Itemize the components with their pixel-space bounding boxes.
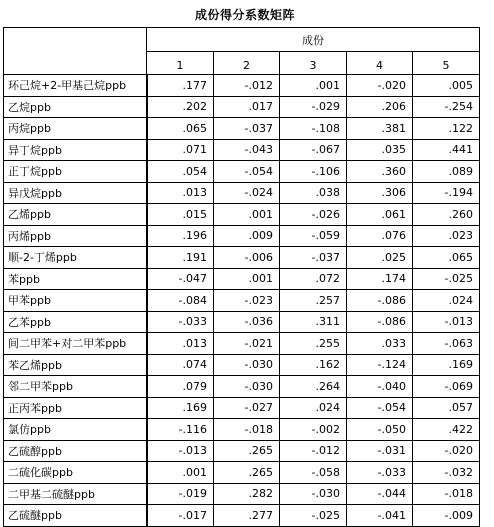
component-score-coefficient-matrix [3,27,480,527]
table-cell: .191 [147,247,214,269]
table-row [4,311,480,333]
table-cell: -.040 [347,376,413,398]
table-row [4,225,480,247]
row-label: 乙烷ppb [4,96,147,118]
table-cell: .076 [347,225,413,247]
table-cell: .024 [413,290,480,312]
header-corner-cell [4,28,147,75]
table-row [4,182,480,204]
table-cell: -.020 [413,440,480,462]
table-cell: .265 [214,440,280,462]
table-cell: .001 [280,75,347,97]
table-cell: -.030 [214,354,280,376]
table-cell: -.019 [147,483,214,505]
table-cell: .065 [147,118,214,140]
table-cell: .072 [280,268,347,290]
table-row [4,118,480,140]
table-cell: -.020 [347,75,413,97]
table-cell: .169 [147,397,214,419]
row-label: 顺-2-丁烯ppb [4,247,147,269]
table-row [4,462,480,484]
table-cell: -.059 [280,225,347,247]
table-cell: .013 [147,333,214,355]
table-cell: -.031 [347,440,413,462]
table-row [4,440,480,462]
table-cell: -.006 [214,247,280,269]
row-label: 丙烯ppb [4,225,147,247]
table-cell: -.044 [347,483,413,505]
table-row [4,139,480,161]
table-cell: -.012 [280,440,347,462]
table-cell: -.086 [347,290,413,312]
table-cell: -.033 [147,311,214,333]
table-cell: .001 [214,268,280,290]
table-cell: -.032 [413,462,480,484]
row-label: 苯乙烯ppb [4,354,147,376]
table-cell: -.050 [347,419,413,441]
table-cell: -.254 [413,96,480,118]
table-cell: -.023 [214,290,280,312]
table-cell: .260 [413,204,480,226]
table-cell: -.012 [214,75,280,97]
table-cell: .023 [413,225,480,247]
row-label: 异丁烷ppb [4,139,147,161]
table-row [4,75,480,97]
table-cell: .177 [147,75,214,97]
table-cell: -.033 [347,462,413,484]
table-cell: .009 [214,225,280,247]
table-cell: -.054 [347,397,413,419]
row-label: 乙硫醚ppb [4,505,147,527]
row-label: 乙烯ppb [4,204,147,226]
table-row [4,397,480,419]
table-cell: .025 [347,247,413,269]
table-cell: -.025 [413,268,480,290]
table-row [4,161,480,183]
column-header-2: 2 [214,52,280,75]
table-cell: -.063 [413,333,480,355]
table-cell: -.106 [280,161,347,183]
table-cell: -.041 [347,505,413,527]
column-header-4: 4 [347,52,413,75]
row-label: 异戊烷ppb [4,182,147,204]
table-cell: -.021 [214,333,280,355]
table-cell: .057 [413,397,480,419]
table-cell: -.024 [214,182,280,204]
table-cell: -.067 [280,139,347,161]
table-cell: .196 [147,225,214,247]
table-cell: .024 [280,397,347,419]
table-cell: .264 [280,376,347,398]
table-cell: -.069 [413,376,480,398]
table-cell: .035 [347,139,413,161]
table-cell: .360 [347,161,413,183]
row-label: 乙硫醇ppb [4,440,147,462]
table-cell: .061 [347,204,413,226]
table-cell: .282 [214,483,280,505]
table-cell: -.108 [280,118,347,140]
table-cell: .422 [413,419,480,441]
table-cell: .079 [147,376,214,398]
table-cell: -.037 [214,118,280,140]
table-row [4,505,480,527]
table-cell: .441 [413,139,480,161]
table-cell: -.027 [214,397,280,419]
table-row [4,290,480,312]
table-cell: -.030 [280,483,347,505]
table-cell: -.029 [280,96,347,118]
table-row [4,376,480,398]
row-label: 丙烷ppb [4,118,147,140]
table-row [4,96,480,118]
table-cell: -.002 [280,419,347,441]
column-header-5: 5 [413,52,480,75]
table-cell: -.013 [413,311,480,333]
table-cell: .381 [347,118,413,140]
table-cell: .169 [413,354,480,376]
table-cell: -.009 [413,505,480,527]
table-cell: -.116 [147,419,214,441]
row-label: 邻二甲苯ppb [4,376,147,398]
table-cell: -.084 [147,290,214,312]
row-label: 正丙苯ppb [4,397,147,419]
table-row [4,419,480,441]
table-title: 成份得分系数矩阵 [194,8,295,22]
table-cell: -.086 [347,311,413,333]
table-cell: .257 [280,290,347,312]
header-row-group [4,28,480,52]
table-cell: .174 [347,268,413,290]
table-cell: .089 [413,161,480,183]
table-cell: .255 [280,333,347,355]
table-cell: -.043 [214,139,280,161]
row-label: 乙苯ppb [4,311,147,333]
table-cell: -.018 [214,419,280,441]
row-label: 二甲基二硫醚ppb [4,483,147,505]
table-cell: .071 [147,139,214,161]
table-cell: .054 [147,161,214,183]
table-body [4,75,480,527]
table-row [4,268,480,290]
table-row [4,354,480,376]
table-cell: -.013 [147,440,214,462]
table-cell: -.054 [214,161,280,183]
table-cell: -.194 [413,182,480,204]
table-cell: .277 [214,505,280,527]
row-label: 甲苯ppb [4,290,147,312]
row-label: 环己烷+2-甲基己烷ppb [4,75,147,97]
row-label: 苯ppb [4,268,147,290]
table-cell: -.124 [347,354,413,376]
row-label: 正丁烷ppb [4,161,147,183]
table-cell: .065 [413,247,480,269]
table-row [4,333,480,355]
table-cell: .306 [347,182,413,204]
table-cell: .311 [280,311,347,333]
table-cell: -.018 [413,483,480,505]
row-label: 氯仿ppb [4,419,147,441]
table-cell: -.037 [280,247,347,269]
table-cell: -.026 [280,204,347,226]
column-header-3: 3 [280,52,347,75]
row-label: 二硫化碳ppb [4,462,147,484]
row-label: 间二甲苯+对二甲苯ppb [4,333,147,355]
table-cell: .074 [147,354,214,376]
table-cell: .001 [147,462,214,484]
table-cell: .017 [214,96,280,118]
table-cell: -.036 [214,311,280,333]
table-cell: .015 [147,204,214,226]
table-row [4,247,480,269]
table-cell: -.025 [280,505,347,527]
column-group-header: 成份 [147,28,480,52]
table-cell: -.058 [280,462,347,484]
table-cell: -.030 [214,376,280,398]
table-cell: .013 [147,182,214,204]
table-cell: -.017 [147,505,214,527]
table-cell: .005 [413,75,480,97]
table-row [4,204,480,226]
table-cell: .001 [214,204,280,226]
table-cell: -.047 [147,268,214,290]
table-cell: .265 [214,462,280,484]
table-cell: .038 [280,182,347,204]
table-cell: .122 [413,118,480,140]
table-cell: .162 [280,354,347,376]
table-row [4,483,480,505]
table-cell: .206 [347,96,413,118]
table-cell: .202 [147,96,214,118]
column-header-1: 1 [147,52,214,75]
table-cell: .033 [347,333,413,355]
